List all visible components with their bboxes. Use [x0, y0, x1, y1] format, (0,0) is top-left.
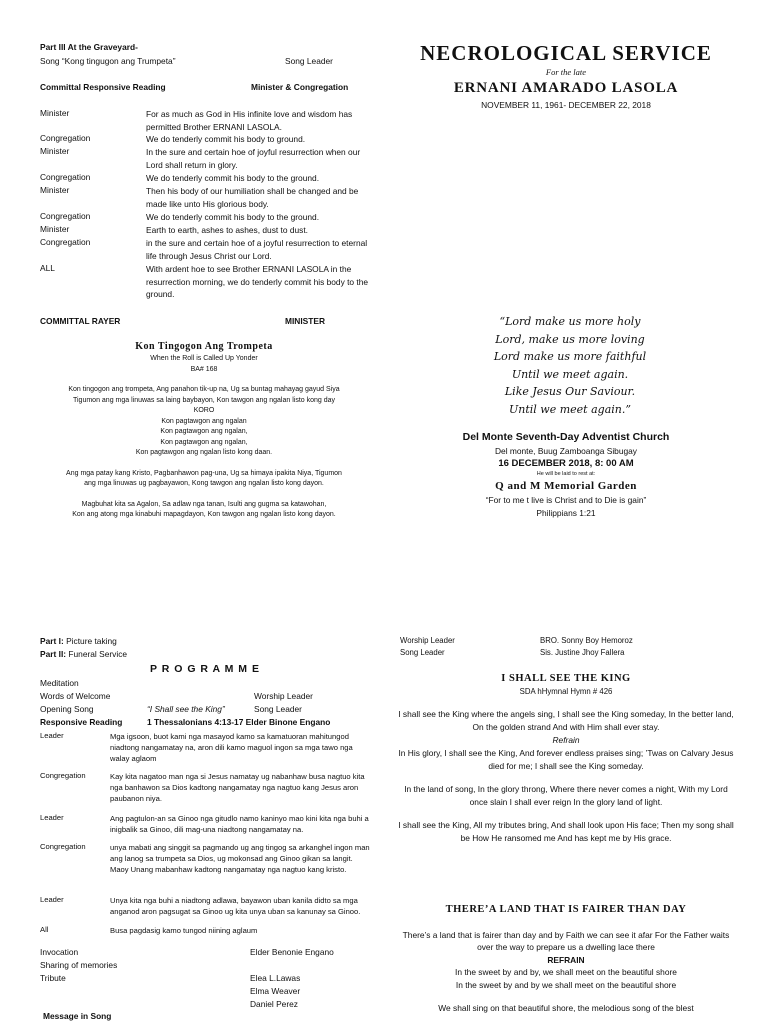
tribute-name: Elea L.Lawas [250, 973, 301, 983]
service-details [396, 430, 736, 519]
church-name: Del Monte Seventh-Day Adventist Church [462, 431, 670, 443]
song-leader-name: Sis. Justine Jhoy Fallera [540, 648, 625, 657]
hymn-title: I SHALL SEE THE KING [501, 673, 631, 684]
hymn-verse: In the land of song, In the glory throng, Where there never comes a night, With my Lord once slain I shall ever reign In the glory land of light. [404, 784, 728, 807]
stanza-line: Ang mga patay kang Kristo, Pagbanhawon pag-una, Ug sa himaya ipakita Niya, Tigumon [66, 469, 342, 477]
hymn-verse: We shall sing on that beautiful shore, the melodious song of the blest [438, 1002, 694, 1013]
graveyard-song-leader: Song Leader [285, 56, 333, 66]
worship-leader-name: BRO. Sonny Boy Hemoroz [540, 636, 633, 645]
programme-meditation: Meditation [40, 678, 79, 688]
stanza-line: Magbuhat kita sa Agalon, Sa adlaw nga tanan, Isulti ang gugma sa katawohan, [81, 500, 327, 508]
hymn-refrain-label: Refrain [552, 735, 580, 745]
deceased-name: ERNANI AMARADO LASOLA [453, 80, 679, 96]
programme-title: P R O G R A M M E [150, 663, 260, 675]
hymn-verse: I shall see the King where the angels sing, I shall see the King someday, In the better land, On the golden strand And with Him shall ever stay. [398, 709, 734, 732]
programme-opening-song-leader: Song Leader [254, 704, 302, 714]
programme-invocation-leader: Elder Benonie Engano [250, 947, 334, 957]
hymn-refrain: In the sweet by and by we shall meet on the beautiful shore [455, 979, 677, 990]
bible-verse: “For to me t live is Christ and to Die is gain” [485, 495, 647, 505]
hymn-refrain: In the sweet by and by, we shall meet on the beautiful shore [455, 967, 677, 978]
cemetery-name: Q and M Memorial Garden [495, 480, 637, 492]
hymn-title: THERE’A LAND THAT IS FAIRER THAN DAY [445, 904, 687, 915]
programme-opening-song-title: “I Shall see the King” [147, 704, 225, 714]
kon-tingogon-number: BA# 168 [190, 365, 218, 373]
stanza-line: Kon tingogon ang trompeta, Ang panahon tik-up na, Ug sa buntag mahayag gayud Siya [68, 386, 340, 393]
graveyard-song: Song “Kong tingugon ang Trumpeta” [40, 56, 176, 66]
laid-to-rest-label: He will be laid to rest at: [536, 471, 596, 477]
kon-tingogon-title: Kon Tingogon Ang Trompeta [135, 341, 273, 352]
hymn-verse: I shall see the King, All my tributes bring, And shall look upon His face; Then my song shall be How He ransomed me And has kept me by His grace. [398, 820, 734, 843]
programme-welcome: Words of Welcome [40, 691, 111, 701]
committal-reading-leader: Minister & Congregation [251, 82, 349, 92]
koro-line: Kon pagtawgon ang ngalan listo kong daan. [135, 449, 273, 456]
hymn-verse: There’s a land that is fairer than day and by Faith we can see it afar For the Father waits over the way to prepare us a dwelling lace there [402, 929, 730, 953]
church-address: Del monte, Buug Zamboanga Sibugay [495, 446, 637, 456]
stanza-line: Kon ang atong mga kinabuhi mapagdayon, Kon tawgon ang ngalan listo kong dayon. [72, 511, 336, 518]
tribute-name: Daniel Perez [250, 999, 298, 1009]
committal-prayer: COMMITTAL RAYER [40, 316, 121, 326]
koro-label: KORO [193, 407, 215, 414]
programme-responsive-reading: Responsive Reading [40, 717, 123, 727]
programme-message-in-song: Message in Song [43, 1011, 112, 1021]
programme-invocation: Invocation [40, 947, 79, 957]
hymn-number: SDA hHymnal Hymn # 426 [519, 687, 613, 696]
hymn-refrain-label: REFRAIN [547, 954, 585, 965]
koro-line: Kon pagtawgon ang ngalan [161, 417, 247, 425]
song-leader-label: Song Leader [400, 648, 445, 657]
programme-responsive-reading-ref: 1 Thessalonians 4:13-17 Elder Binone Engano [147, 717, 331, 727]
cover-title: NECROLOGICAL SERVICE [420, 41, 712, 65]
committal-prayer-minister: MINISTER [285, 316, 326, 326]
part-one: Part I: Picture taking [40, 636, 117, 646]
bible-verse-reference: Philippians 1:21 [536, 508, 596, 518]
programme-tribute: Tribute [40, 973, 66, 983]
committal-reading-title: Committal Responsive Reading [40, 82, 166, 92]
stanza-line: ang mga linuwas ug pagbayawon, Kong tawgon ang ngalan listo kong dayon. [84, 480, 324, 487]
life-dates: NOVEMBER 11, 1961- DECEMBER 22, 2018 [481, 100, 651, 110]
koro-line: Kon pagtawgon ang ngalan, [160, 428, 248, 435]
graveyard-part-title: Part III At the Graveyard- [40, 42, 138, 52]
koro-line: Kon pagtawgon ang ngalan, [160, 438, 248, 446]
worship-leader-label: Worship Leader [400, 636, 455, 645]
kon-tingogon-subtitle: When the Roll is Called Up Yonder [150, 355, 258, 362]
part-two: Part II: Funeral Service [40, 649, 128, 659]
programme-sharing-memories: Sharing of memories [40, 960, 118, 970]
kon-tingogon-hymn [40, 340, 368, 521]
cover [396, 40, 736, 112]
hymn-fairer-than-day [396, 904, 736, 1014]
programme-welcome-leader: Worship Leader [254, 691, 313, 701]
programme-opening-song: Opening Song [40, 704, 94, 714]
service-date-time: 16 DECEMBER 2018, 8: 00 AM [498, 458, 634, 469]
cover-quote: “Lord make us more holy Lord, make us more loving Lord make us more faithful Until we meet again. Like Jesus Our Saviour. Until we meet again.” [493, 315, 647, 416]
tribute-name: Elma Weaver [250, 986, 301, 996]
stanza-line: Tigumon ang mga linuwas sa laing baybayon, Kon tawgon ang ngalan listo kong day [72, 396, 336, 404]
hymn-refrain: In His glory, I shall see the King, And forever endless praises sing; ’Twas on Calvary Jesus died for me; I shall see the King someday. [398, 748, 734, 771]
cover-for-the-late: For the late [545, 67, 587, 77]
hymn-i-shall-see-the-king [396, 672, 736, 845]
